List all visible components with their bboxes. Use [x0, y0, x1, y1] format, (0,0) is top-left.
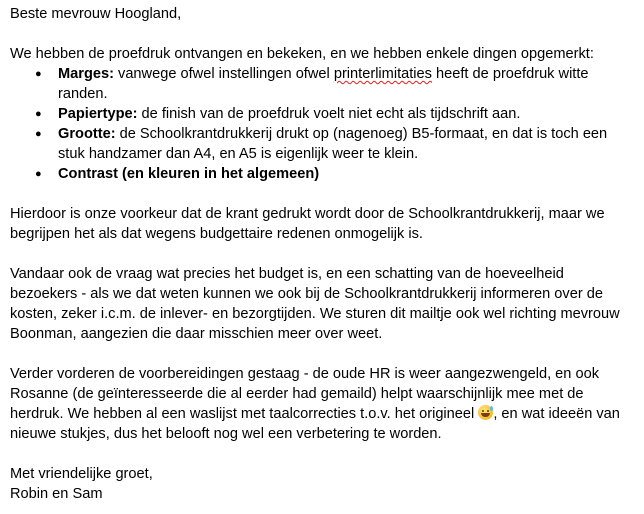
blank-line	[10, 24, 634, 44]
list-item	[10, 124, 634, 164]
paragraph-preference: Hierdoor is onze voorkeur dat de krant gedrukt wordt door de Schoolkrantdrukkerij, maar we begrijpen het als dat wegens budgettaire redenen onmogelijk is.	[10, 206, 605, 242]
closing: Met vriendelijke groet,	[10, 466, 153, 482]
list-item-text: heeft de proefdruk witte randen.	[58, 66, 589, 102]
greeting: Beste mevrouw Hoogland,	[10, 6, 182, 22]
list-item-label: Contrast (en kleuren in het algemeen)	[58, 166, 320, 182]
grinning-sweat-emoji-icon	[478, 405, 493, 420]
remarks-list	[10, 64, 634, 184]
list-item	[10, 64, 634, 104]
list-item-label: Grootte:	[58, 126, 116, 142]
misspelled-word[interactable]: printerlimitaties	[333, 66, 432, 82]
list-item-text: vanwege ofwel instellingen ofwel	[113, 66, 334, 82]
list-item	[10, 164, 634, 184]
list-item-label: Papiertype:	[58, 106, 138, 122]
bullet-icon: ●	[35, 128, 42, 140]
intro-paragraph: We hebben de proefdruk ontvangen en bekeken, en we hebben enkele dingen opgemerkt:	[10, 46, 594, 62]
blank-line	[10, 444, 634, 464]
blank-line	[10, 184, 634, 204]
paragraph-progress-text: Verder vorderen de voorbereidingen gestaag - de oude HR is weer aangezwengeld, en ook Rosanne (de geïnteresseerde die al eerder had gemaild) helpt waarschijnlijk mee met de herdruk. We hebben al een waslijst met taalcorrecties t.o.v. het origineel	[10, 366, 600, 422]
paragraph-budget: Vandaar ook de vraag wat precies het budget is, en een schatting van de hoeveelheid bezoekers - als we dat weten kunnen we ook bij de Schoolkrantdrukkerij informeren over de kosten, zeker i.c.m. de inlever- en bezorgtijden. We sturen dit mailtje ook wel richting mevrouw Boonman, aangezien die daar misschien meer over weet.	[10, 266, 620, 342]
bullet-icon: ●	[35, 168, 42, 180]
list-item-text: de finish van de proefdruk voelt niet echt als tijdschrift aan.	[137, 106, 521, 122]
paragraph-progress	[10, 364, 634, 444]
bullet-icon: ●	[35, 108, 42, 120]
bullet-icon: ●	[35, 68, 42, 80]
paragraph-progress-text: , en wat ideeën van nieuwe stukjes, dus het belooft nog wel een verbetering te worden.	[10, 406, 620, 442]
blank-line	[10, 244, 634, 264]
blank-line	[10, 344, 634, 364]
list-item-text: de Schoolkrantdrukkerij drukt op (nagenoeg) B5-formaat, en dat is toch een stuk handzamer dan A4, en A5 is eigenlijk weer te klein.	[58, 126, 608, 162]
list-item-label: Marges:	[58, 66, 114, 82]
list-item	[10, 104, 634, 124]
signature: Robin en Sam	[10, 486, 103, 502]
